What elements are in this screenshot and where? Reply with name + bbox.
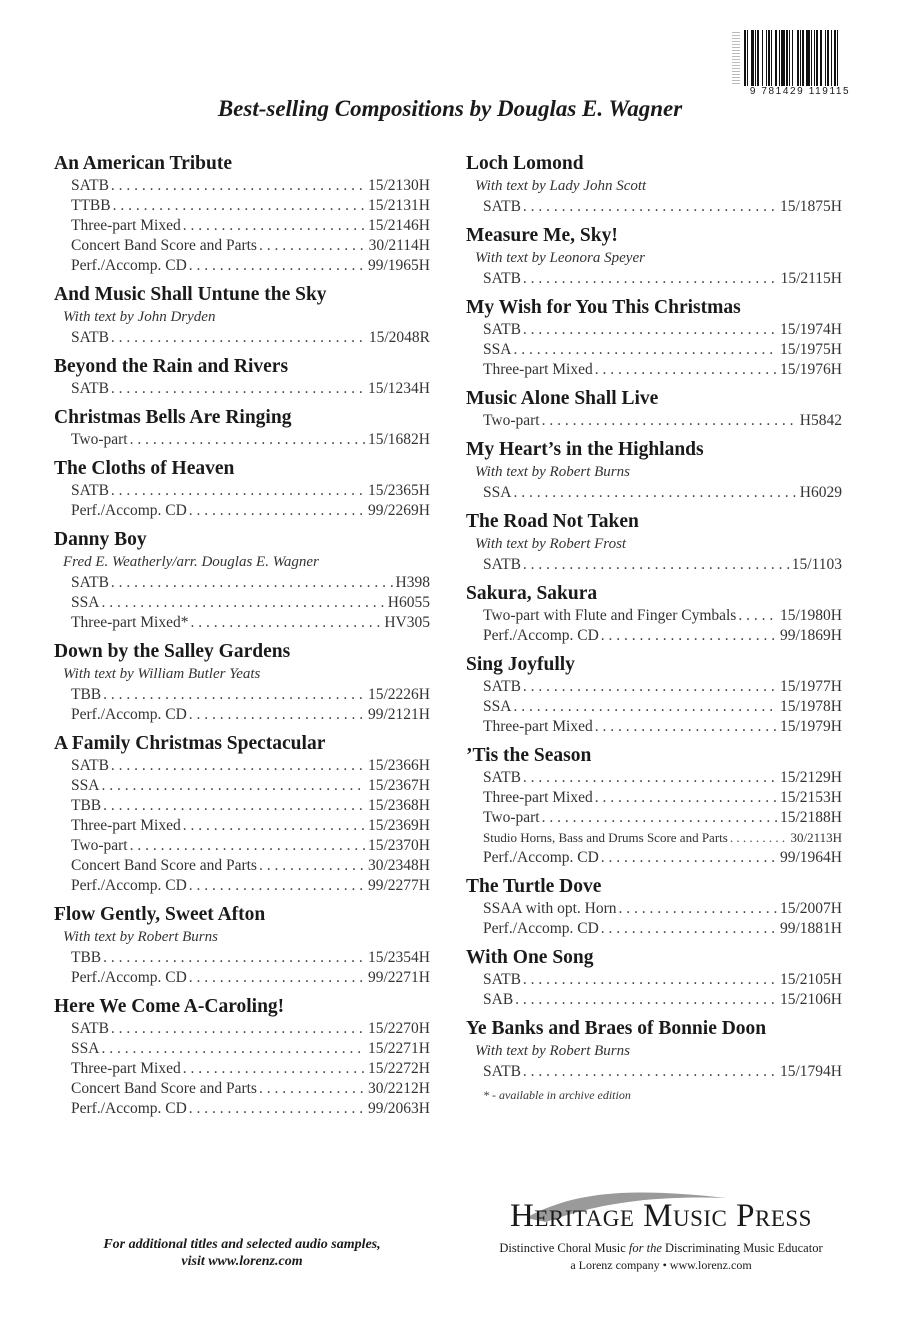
edition-row — [466, 970, 842, 990]
edition-row — [466, 808, 842, 828]
work-entry — [466, 646, 842, 737]
edition-label: SATB — [483, 556, 521, 573]
edition-row — [466, 411, 842, 431]
edition-row — [54, 1079, 430, 1099]
edition-row — [54, 776, 430, 796]
dot-leader — [259, 856, 366, 876]
work-title: The Turtle Dove — [466, 876, 602, 897]
dot-leader — [601, 919, 778, 939]
edition-label: SSAA with opt. Horn — [483, 900, 617, 917]
publisher-company-line: a Lorenz company • www.lorenz.com — [570, 1258, 752, 1272]
work-entry — [466, 152, 842, 217]
catalog-number: 15/1682H — [368, 431, 430, 448]
dot-leader — [183, 816, 366, 836]
catalog-number: 30/2114H — [368, 237, 430, 254]
barcode-number: 9 781429 119115 — [749, 86, 851, 97]
edition-label: SATB — [483, 678, 521, 695]
catalog-number: 15/2129H — [780, 769, 842, 786]
work-credit: With text by William Butler Yeats — [63, 666, 261, 682]
catalog-number: 15/2226H — [368, 686, 430, 703]
edition-label: Perf./Accomp. CD — [71, 502, 187, 519]
edition-row — [466, 626, 842, 646]
work-title: Christmas Bells Are Ringing — [54, 407, 292, 428]
work-title: The Road Not Taken — [466, 511, 639, 532]
work-entry — [466, 217, 842, 289]
work-entry — [466, 1010, 842, 1082]
barcode — [732, 30, 868, 100]
work-entry — [466, 503, 842, 575]
edition-label: Three-part Mixed* — [71, 614, 189, 631]
edition-row — [54, 968, 430, 988]
work-title: Here We Come A-Caroling! — [54, 996, 285, 1017]
work-entry — [54, 633, 430, 725]
edition-row — [466, 828, 842, 848]
dot-leader — [111, 1019, 366, 1039]
edition-row — [54, 593, 430, 613]
edition-row — [466, 848, 842, 868]
catalog-number: 15/2365H — [368, 482, 430, 499]
edition-label: SSA — [483, 484, 512, 501]
edition-row — [466, 677, 842, 697]
edition-row — [54, 328, 430, 348]
dot-leader — [259, 1079, 366, 1099]
edition-label: Concert Band Score and Parts — [71, 857, 257, 874]
dot-leader — [189, 876, 366, 896]
edition-label: Three-part Mixed — [71, 1060, 181, 1077]
work-title: An American Tribute — [54, 153, 233, 174]
tagline-part-b: for the — [628, 1241, 662, 1255]
work-title: The Cloths of Heaven — [54, 458, 235, 479]
dot-leader — [601, 626, 778, 646]
catalog-number: 15/2272H — [368, 1060, 430, 1077]
edition-label: Two-part — [483, 412, 540, 429]
edition-row — [54, 430, 430, 450]
publisher-logo — [466, 1184, 856, 1273]
edition-row — [54, 1039, 430, 1059]
edition-label: TBB — [71, 949, 102, 966]
dot-leader — [619, 899, 779, 919]
catalog-number: 15/2367H — [368, 777, 430, 794]
dot-leader — [189, 501, 366, 521]
left-column — [54, 152, 430, 1119]
work-title: My Wish for You This Christmas — [466, 297, 741, 318]
edition-row — [54, 836, 430, 856]
dot-leader — [101, 776, 366, 796]
edition-row — [54, 573, 430, 593]
dot-leader — [259, 236, 367, 256]
dot-leader — [601, 848, 778, 868]
dot-leader — [542, 411, 798, 431]
work-entry — [54, 152, 430, 276]
dot-leader — [113, 196, 366, 216]
edition-label: SATB — [71, 380, 109, 397]
catalog-number: 15/2105H — [780, 971, 842, 988]
edition-label: Three-part Mixed — [71, 817, 181, 834]
edition-row — [54, 176, 430, 196]
catalog-number: 15/2007H — [780, 900, 842, 917]
catalog-number: 15/2271H — [368, 1040, 430, 1057]
edition-row — [54, 481, 430, 501]
catalog-number: 15/2368H — [368, 797, 430, 814]
edition-label: Two-part — [71, 837, 128, 854]
catalog-number: 15/2270H — [368, 1020, 430, 1037]
edition-row — [466, 717, 842, 737]
edition-row — [466, 919, 842, 939]
edition-label: Three-part Mixed — [483, 361, 593, 378]
right-column — [466, 152, 842, 1103]
dot-leader — [111, 328, 367, 348]
work-credit: With text by Robert Burns — [475, 1043, 630, 1059]
dot-leader — [103, 796, 366, 816]
edition-label: Three-part Mixed — [71, 217, 181, 234]
edition-label: SATB — [483, 769, 521, 786]
catalog-number: 15/2131H — [368, 197, 430, 214]
catalog-number: H5842 — [799, 412, 842, 429]
work-entry — [54, 521, 430, 633]
edition-row — [466, 899, 842, 919]
edition-label: Three-part Mixed — [483, 718, 593, 735]
work-credit: Fred E. Weatherly/arr. Douglas E. Wagner — [63, 554, 319, 570]
work-title: Flow Gently, Sweet Afton — [54, 904, 266, 925]
edition-row — [466, 320, 842, 340]
catalog-number: 15/2354H — [368, 949, 430, 966]
work-entry — [54, 276, 430, 348]
edition-label: Concert Band Score and Parts — [71, 237, 257, 254]
footer-note — [54, 1236, 430, 1270]
catalog-number: 99/1881H — [780, 920, 842, 937]
edition-row — [466, 360, 842, 380]
dot-leader — [189, 968, 366, 988]
catalog-number: 15/1974H — [780, 321, 842, 338]
catalog-number: 15/2106H — [780, 991, 842, 1008]
tagline-part-c: Discriminating Music Educator — [661, 1241, 823, 1255]
edition-row — [54, 756, 430, 776]
edition-row — [466, 768, 842, 788]
edition-row — [466, 990, 842, 1010]
edition-row — [54, 1099, 430, 1119]
edition-label: TTBB — [71, 197, 111, 214]
catalog-number: 15/1234H — [368, 380, 430, 397]
catalog-number: H6029 — [799, 484, 842, 501]
work-entry — [466, 939, 842, 1010]
dot-leader — [101, 1039, 366, 1059]
work-entry — [466, 380, 842, 431]
dot-leader — [595, 788, 778, 808]
dot-leader — [111, 379, 366, 399]
catalog-number: 15/2153H — [780, 789, 842, 806]
edition-label: SATB — [483, 1063, 521, 1080]
edition-label: Three-part Mixed — [483, 789, 593, 806]
edition-row — [466, 483, 842, 503]
edition-label: Perf./Accomp. CD — [71, 969, 187, 986]
work-entry — [54, 725, 430, 896]
catalog-number: 15/1977H — [780, 678, 842, 695]
edition-label: Perf./Accomp. CD — [483, 920, 599, 937]
edition-label: SATB — [483, 321, 521, 338]
work-title: ’Tis the Season — [466, 745, 592, 766]
dot-leader — [103, 685, 366, 705]
work-title: Sakura, Sakura — [466, 583, 598, 604]
edition-label: Perf./Accomp. CD — [71, 1100, 187, 1117]
dot-leader — [738, 606, 778, 626]
edition-label: SATB — [71, 757, 109, 774]
footer-line-1: For additional titles and selected audio samples, — [103, 1237, 381, 1252]
catalog-number: 15/2146H — [368, 217, 430, 234]
dot-leader — [595, 717, 778, 737]
dot-leader — [189, 1099, 366, 1119]
dot-leader — [189, 256, 366, 276]
edition-label: TBB — [71, 686, 102, 703]
edition-label: SATB — [71, 482, 109, 499]
footer-line-2: visit www.lorenz.com — [181, 1254, 303, 1269]
edition-row — [54, 876, 430, 896]
dot-leader — [111, 481, 366, 501]
edition-label: SATB — [71, 574, 109, 591]
dot-leader — [515, 990, 778, 1010]
dot-leader — [111, 756, 366, 776]
edition-row — [54, 256, 430, 276]
edition-label: SATB — [71, 1020, 109, 1037]
catalog-number: 15/2366H — [368, 757, 430, 774]
dot-leader — [111, 573, 394, 593]
work-title: And Music Shall Untune the Sky — [54, 284, 327, 305]
dot-leader — [101, 593, 385, 613]
catalog-number: 99/1964H — [780, 849, 842, 866]
dot-leader — [523, 768, 778, 788]
dot-leader — [523, 320, 778, 340]
edition-row — [54, 216, 430, 236]
edition-label: SATB — [71, 177, 109, 194]
catalog-number: 15/1875H — [780, 198, 842, 215]
work-title: Beyond the Rain and Rivers — [54, 356, 289, 377]
edition-label: SSA — [483, 698, 512, 715]
work-credit: With text by Lady John Scott — [475, 178, 647, 194]
catalog-number: H398 — [395, 574, 430, 591]
dot-leader — [523, 677, 778, 697]
catalog-number: 99/2063H — [368, 1100, 430, 1117]
edition-label: TBB — [71, 797, 102, 814]
edition-label: Studio Horns, Bass and Drums Score and Parts — [483, 830, 728, 845]
catalog-number: 15/1979H — [780, 718, 842, 735]
dot-leader — [523, 1062, 778, 1082]
edition-row — [466, 555, 842, 575]
edition-label: SSA — [71, 1040, 100, 1057]
dot-leader — [523, 555, 790, 575]
catalog-number: HV305 — [384, 614, 430, 631]
dot-leader — [542, 808, 778, 828]
work-entry — [466, 737, 842, 868]
work-title: A Family Christmas Spectacular — [54, 733, 326, 754]
work-credit: With text by John Dryden — [63, 309, 216, 325]
edition-row — [466, 1062, 842, 1082]
dot-leader — [183, 1059, 366, 1079]
edition-label: Perf./Accomp. CD — [71, 877, 187, 894]
work-title: Sing Joyfully — [466, 654, 575, 675]
edition-label: SATB — [483, 198, 521, 215]
edition-label: SATB — [483, 270, 521, 287]
work-title: My Heart’s in the Highlands — [466, 439, 704, 460]
catalog-number: 15/1976H — [780, 361, 842, 378]
edition-row — [54, 501, 430, 521]
archive-note: * - available in archive edition — [483, 1088, 631, 1102]
edition-label: SAB — [483, 991, 514, 1008]
barcode-bars — [744, 30, 868, 86]
edition-row — [466, 697, 842, 717]
catalog-number: 99/2121H — [368, 706, 430, 723]
work-title: With One Song — [466, 947, 594, 968]
dot-leader — [730, 828, 789, 848]
dot-leader — [523, 197, 778, 217]
edition-row — [54, 196, 430, 216]
catalog-number: 15/1794H — [780, 1063, 842, 1080]
work-title: Music Alone Shall Live — [466, 388, 659, 409]
work-title: Measure Me, Sky! — [466, 225, 618, 246]
catalog-number: 99/2277H — [368, 877, 430, 894]
work-entry — [466, 575, 842, 646]
work-entry — [54, 399, 430, 450]
edition-label: Perf./Accomp. CD — [483, 849, 599, 866]
edition-row — [54, 856, 430, 876]
work-title: Danny Boy — [54, 529, 147, 550]
edition-label: SATB — [71, 329, 109, 346]
work-title: Loch Lomond — [466, 153, 584, 174]
catalog-number: 15/2115H — [780, 270, 842, 287]
dot-leader — [513, 340, 778, 360]
work-credit: With text by Robert Frost — [475, 536, 627, 552]
edition-row — [54, 796, 430, 816]
edition-label: Two-part — [71, 431, 128, 448]
work-entry — [466, 868, 842, 939]
catalog-number: 99/1965H — [368, 257, 430, 274]
edition-row — [54, 1059, 430, 1079]
work-credit: With text by Robert Burns — [475, 464, 630, 480]
work-credit: With text by Leonora Speyer — [475, 250, 645, 266]
barcode-side-text — [732, 32, 740, 84]
edition-row — [466, 788, 842, 808]
work-entry — [54, 988, 430, 1119]
dot-leader — [513, 483, 797, 503]
dot-leader — [523, 269, 779, 289]
catalog-number: 15/2048R — [368, 329, 430, 346]
page-title: Best-selling Compositions by Douglas E. Wagner — [217, 96, 683, 121]
catalog-number: 99/2269H — [368, 502, 430, 519]
catalog-number: 15/1975H — [780, 341, 842, 358]
work-title: Down by the Salley Gardens — [54, 641, 291, 662]
dot-leader — [130, 836, 366, 856]
edition-label: SSA — [71, 777, 100, 794]
catalog-number: 15/1103 — [791, 556, 842, 573]
dot-leader — [103, 948, 366, 968]
catalog-number: 15/2369H — [368, 817, 430, 834]
catalog-number: 30/2348H — [368, 857, 430, 874]
dot-leader — [130, 430, 366, 450]
catalog-number: 30/2212H — [368, 1080, 430, 1097]
catalog-number: 30/2113H — [790, 830, 842, 845]
edition-row — [54, 379, 430, 399]
catalog-number: 15/2188H — [780, 809, 842, 826]
edition-row — [466, 606, 842, 626]
dot-leader — [111, 176, 366, 196]
edition-label: SSA — [71, 594, 100, 611]
work-entry — [466, 431, 842, 503]
catalog-number: 15/1980H — [780, 607, 842, 624]
work-credit: With text by Robert Burns — [63, 929, 218, 945]
edition-label: Two-part with Flute and Finger Cymbals — [483, 607, 737, 624]
edition-row — [54, 948, 430, 968]
catalog-number: 15/1978H — [780, 698, 842, 715]
dot-leader — [191, 613, 383, 633]
edition-label: Perf./Accomp. CD — [71, 706, 187, 723]
edition-row — [54, 816, 430, 836]
work-entry — [54, 450, 430, 521]
edition-row — [54, 236, 430, 256]
edition-row — [54, 1019, 430, 1039]
edition-label: Perf./Accomp. CD — [71, 257, 187, 274]
dot-leader — [513, 697, 778, 717]
catalog-number: H6055 — [387, 594, 430, 611]
edition-label: SATB — [483, 971, 521, 988]
edition-label: SSA — [483, 341, 512, 358]
edition-row — [54, 685, 430, 705]
dot-leader — [595, 360, 778, 380]
publisher-name: Heritage Music Press — [510, 1198, 812, 1234]
edition-row — [466, 269, 842, 289]
catalog-number: 15/2130H — [368, 177, 430, 194]
catalog-number: 99/2271H — [368, 969, 430, 986]
dot-leader — [523, 970, 778, 990]
catalog-number: 99/1869H — [780, 627, 842, 644]
tagline-part-a: Distinctive Choral Music — [499, 1241, 629, 1255]
work-entry — [54, 896, 430, 988]
work-entry — [466, 289, 842, 380]
edition-label: Perf./Accomp. CD — [483, 627, 599, 644]
edition-row — [466, 340, 842, 360]
work-title: Ye Banks and Braes of Bonnie Doon — [466, 1018, 767, 1039]
edition-row — [466, 197, 842, 217]
dot-leader — [183, 216, 366, 236]
edition-label: Two-part — [483, 809, 540, 826]
catalog-number: 15/2370H — [368, 837, 430, 854]
dot-leader — [189, 705, 366, 725]
edition-row — [54, 613, 430, 633]
edition-label: Concert Band Score and Parts — [71, 1080, 257, 1097]
work-entry — [54, 348, 430, 399]
edition-row — [54, 705, 430, 725]
